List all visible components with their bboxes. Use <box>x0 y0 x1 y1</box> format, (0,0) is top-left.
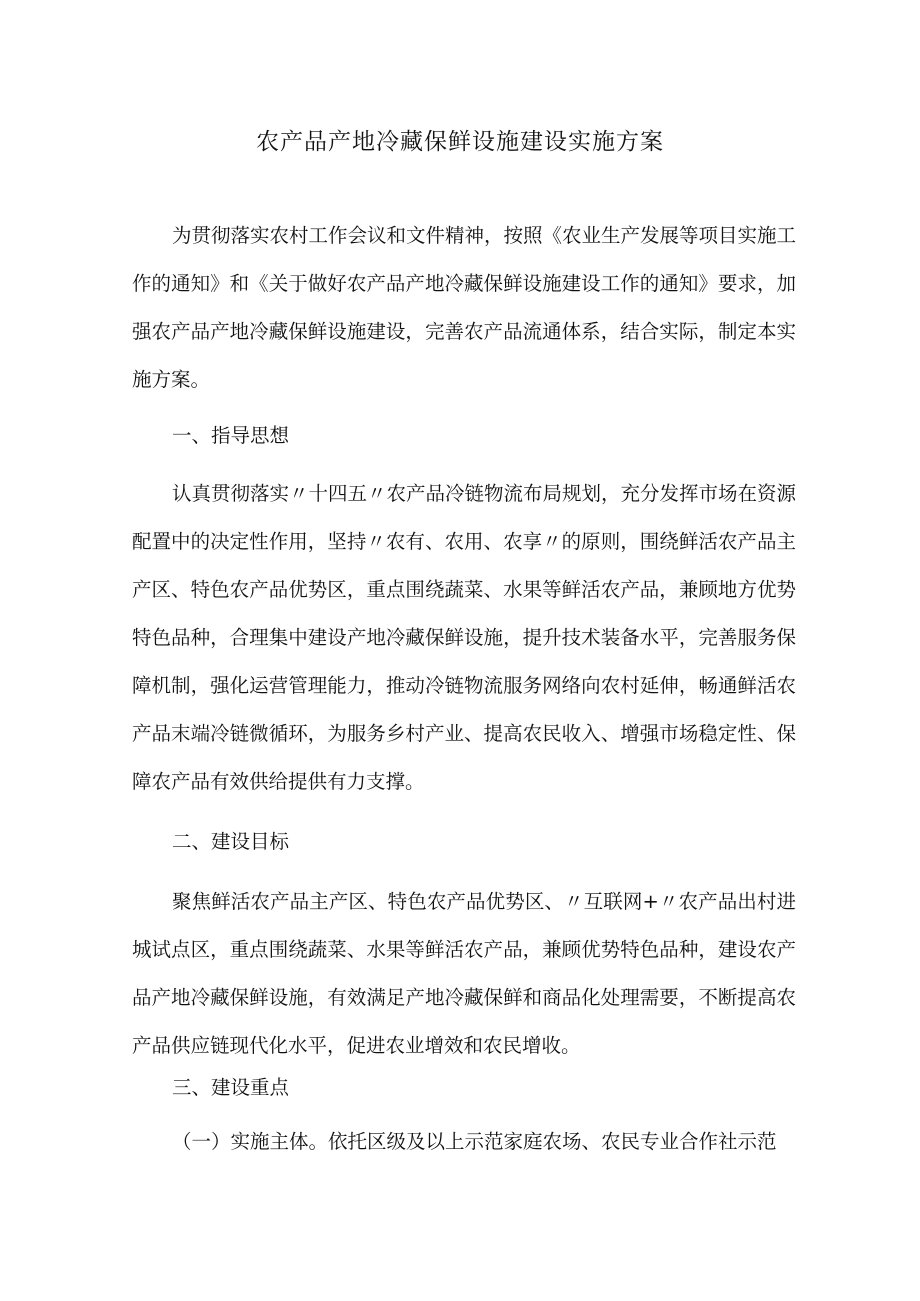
section-2-paragraph: 聚焦鲜活农产品主产区、特色农产品优势区、〃互联网+〃农产品出村进城试点区，重点围绕蔬菜、水果等鲜活农产品，兼顾优势特色品种，建设农产品产地冷藏保鲜设施，有效满足产地冷藏保鲜和商品化处理需要，不断提高农产品供应链现代化水平，促进农业增效和农民增收。 <box>132 890 796 1057</box>
section-1-paragraph: 认真贯彻落实〃十四五〃农产品冷链物流布局规划，充分发挥市场在资源配置中的决定性作用，坚持〃农有、农用、农享〃的原则，围绕鲜活农产品主产区、特色农产品优势区，重点围绕蔬菜、水果等鲜活农产品，兼顾地方优势特色品种，合理集中建设产地冷藏保鲜设施，提升技术装备水平，完善服务保障机制，强化运营管理能力，推动冷链物流服务网络向农村延伸，畅通鲜活农产品末端冷链微循环，为服务乡村产业、提高农民收入、增强市场稳定性、保障农产品有效供给提供有力支撑。 <box>132 482 797 793</box>
section-3-item-1: （一）实施主体。依托区级及以上示范家庭农场、农民专业合作社示范 <box>172 1130 777 1153</box>
section-2-heading: 二、建设目标 <box>172 830 290 853</box>
section-1-heading: 一、指导思想 <box>172 424 290 447</box>
document-title: 农产品产地冷藏保鲜设施建设实施方案 <box>256 129 664 155</box>
intro-paragraph: 为贯彻落实农村工作会议和文件精神，按照《农业生产发展等项目实施工作的通知》和《关于做好农产品产地冷藏保鲜设施建设工作的通知》要求，加强农产品产地冷藏保鲜设施建设，完善农产品流通体系，结合实际，制定本实施方案。 <box>132 224 797 391</box>
section-3-heading: 三、建设重点 <box>172 1076 290 1099</box>
